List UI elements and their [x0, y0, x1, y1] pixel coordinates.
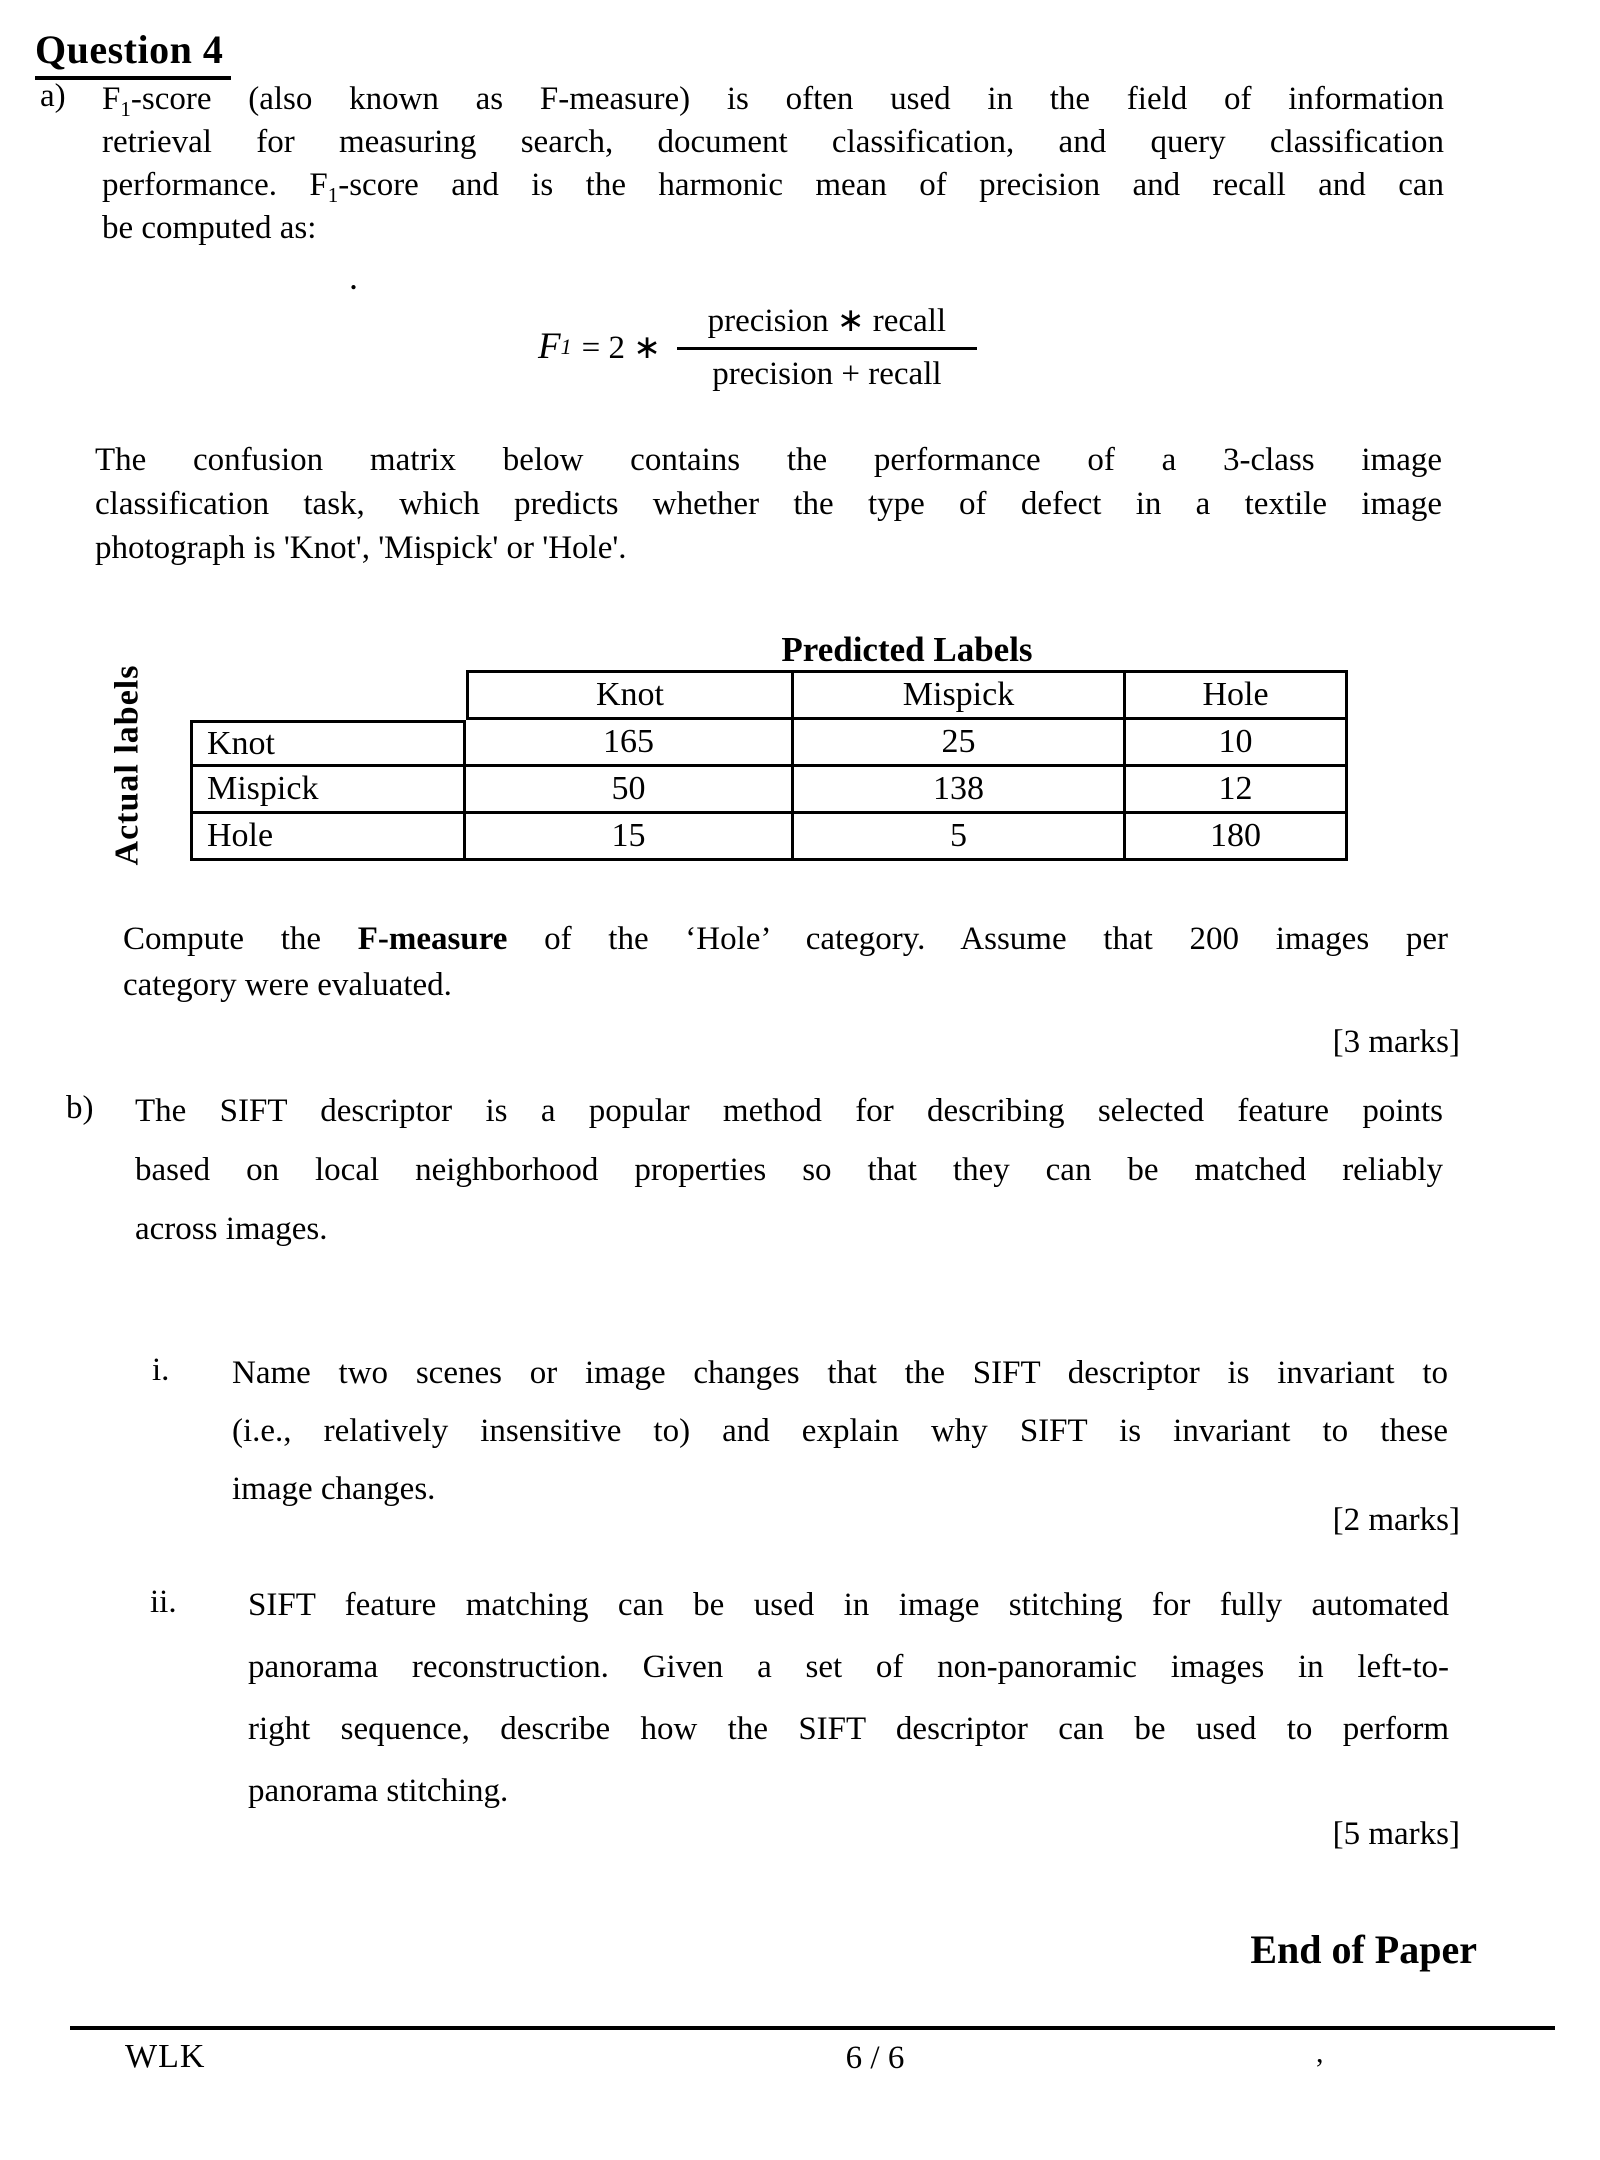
- f-measure-emphasis: F-measure: [357, 921, 508, 957]
- actual-labels-axis: [104, 664, 150, 866]
- text-run: performance. F: [102, 167, 328, 203]
- paragraph-line: classification task, which predicts whether the type of defect in a textile image: [95, 486, 1442, 522]
- f1-formula: [538, 300, 977, 393]
- marks-3: [3 marks]: [1332, 1024, 1460, 1060]
- column-header-hole: Hole: [1126, 670, 1348, 720]
- paragraph-line: photograph is 'Knot', 'Mispick' or 'Hole'.: [95, 530, 627, 566]
- table-corner-cell: [190, 670, 466, 720]
- paragraph-line: The confusion matrix below contains the performance of a 3-class image: [95, 442, 1442, 478]
- subscript: 1: [327, 183, 339, 207]
- paragraph-line: across images.: [135, 1211, 328, 1247]
- part-b-label: b): [66, 1090, 94, 1126]
- part-a-label: a): [40, 78, 66, 114]
- paragraph-line: (i.e., relatively insensitive to) and explain why SIFT is invariant to these: [232, 1413, 1448, 1449]
- formula-fraction: [677, 300, 977, 393]
- question-heading: Question 4: [35, 26, 231, 80]
- predicted-labels-title: Predicted Labels: [781, 630, 1033, 669]
- fraction-numerator: precision ∗ recall: [707, 303, 947, 339]
- sub-ii-paragraph: [248, 1574, 1449, 1822]
- table-value: 25: [794, 720, 1126, 767]
- footer-rule: [70, 2026, 1555, 2030]
- stray-mark: .: [349, 257, 358, 297]
- paragraph-line: SIFT feature matching can be used in image stitching for fully automated: [248, 1587, 1449, 1623]
- paragraph-line: retrieval for measuring search, document classification, and query classification: [102, 124, 1444, 160]
- row-header-mispick: Mispick: [190, 767, 466, 814]
- sub-i-paragraph: [232, 1344, 1448, 1518]
- confusion-matrix-table: [190, 670, 1348, 861]
- formula-subscript: 1: [560, 333, 572, 359]
- part-a-paragraph: [102, 78, 1444, 250]
- sub-i-label: i.: [152, 1352, 170, 1388]
- table-value: 15: [466, 814, 794, 861]
- row-header-knot: Knot: [190, 720, 466, 767]
- table-value: 165: [466, 720, 794, 767]
- row-header-hole: Hole: [190, 814, 466, 861]
- paragraph-line: based on local neighborhood properties so that they can be matched reliably: [135, 1152, 1443, 1188]
- paragraph-line: Name two scenes or image changes that the SIFT descriptor is invariant to: [232, 1355, 1448, 1391]
- subscript: 1: [120, 97, 131, 121]
- paragraph-line: panorama reconstruction. Given a set of non-panoramic images in left-to-: [248, 1649, 1449, 1685]
- paragraph-line: The SIFT descriptor is a popular method for describing selected feature points: [135, 1093, 1443, 1129]
- confusion-intro-paragraph: [95, 438, 1442, 570]
- column-header-knot: Knot: [466, 670, 794, 720]
- table-value: 12: [1126, 767, 1348, 814]
- text-run: F: [102, 81, 121, 117]
- text-run: of the ‘Hole’ category. Assume that 200 images per: [507, 921, 1448, 957]
- task-a-paragraph: [123, 916, 1448, 1008]
- end-of-paper: End of Paper: [1250, 1927, 1477, 1972]
- footer-page-number: 6 / 6: [845, 2040, 905, 2076]
- text-run: -score and is the harmonic mean of precision and recall and can: [338, 167, 1444, 203]
- paragraph-line: panorama stitching.: [248, 1773, 509, 1809]
- footer-initials: WLK: [125, 2038, 206, 2075]
- formula-variable: F: [538, 326, 561, 367]
- sub-ii-label: ii.: [150, 1584, 177, 1620]
- fraction-denominator: precision + recall: [677, 347, 977, 393]
- formula-operator: = 2 ∗: [581, 329, 661, 366]
- paragraph-line: [102, 164, 1444, 207]
- table-value: 5: [794, 814, 1126, 861]
- table-value: 50: [466, 767, 794, 814]
- marks-2: [2 marks]: [1332, 1502, 1460, 1538]
- paragraph-line: right sequence, describe how the SIFT descriptor can be used to perform: [248, 1711, 1449, 1747]
- table-value: 10: [1126, 720, 1348, 767]
- paragraph-line: category were evaluated.: [123, 967, 452, 1003]
- column-header-mispick: Mispick: [794, 670, 1126, 720]
- paragraph-line: image changes.: [232, 1471, 436, 1507]
- paragraph-line: [123, 916, 1448, 962]
- text-run: Compute the: [123, 921, 358, 957]
- text-run: -score (also known as F-measure) is often used in the field of information: [130, 81, 1444, 117]
- table-value: 138: [794, 767, 1126, 814]
- table-value: 180: [1126, 814, 1348, 861]
- paragraph-line: be computed as:: [102, 210, 317, 246]
- part-b-paragraph: [135, 1082, 1443, 1259]
- actual-labels-text: Actual labels: [108, 664, 146, 866]
- stray-mark: ,: [1316, 2036, 1324, 2069]
- paragraph-line: [102, 78, 1444, 121]
- marks-5: [5 marks]: [1332, 1816, 1460, 1852]
